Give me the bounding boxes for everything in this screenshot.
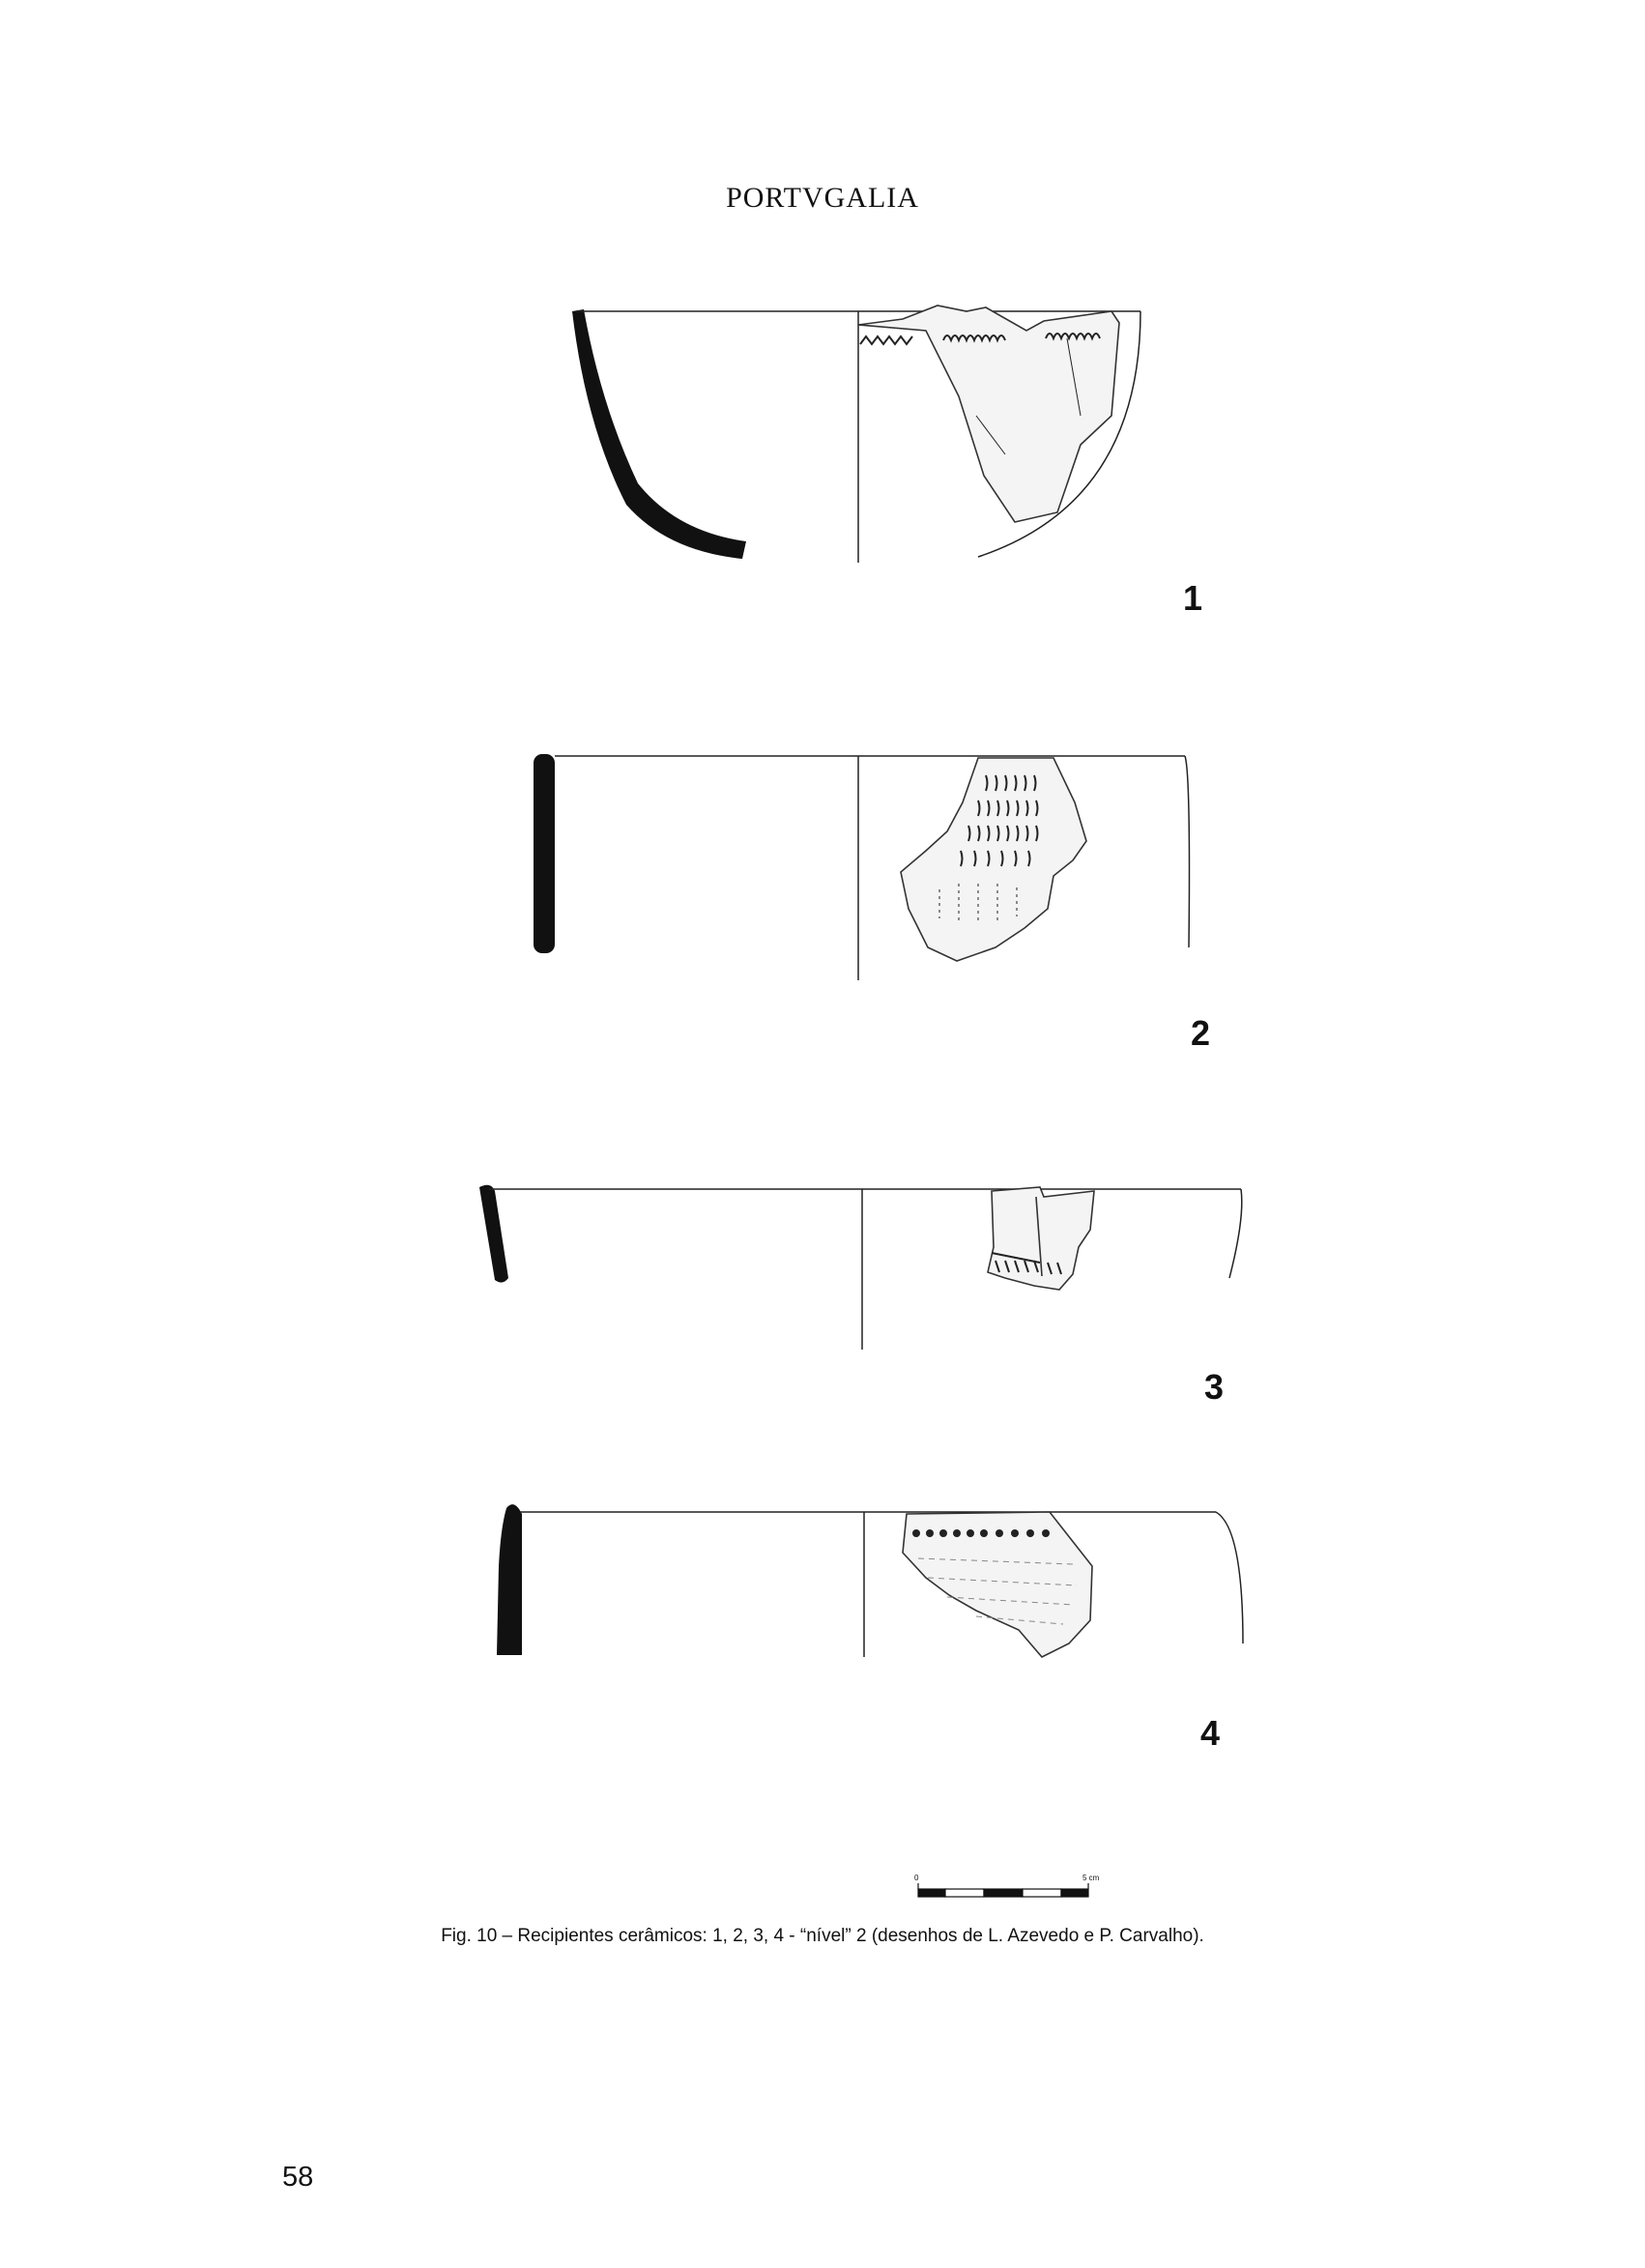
scale-bar-end-label: 5 cm bbox=[1082, 1874, 1100, 1882]
figure-number-2: 2 bbox=[1191, 1013, 1211, 1053]
journal-title: PORTVGALIA bbox=[726, 182, 919, 214]
figure-number-1: 1 bbox=[1183, 578, 1203, 618]
figure-caption: Fig. 10 – Recipientes cerâmicos: 1, 2, 3, 4 - “nível” 2 (desenhos de L. Azevedo e P. Carvalho). bbox=[441, 1926, 1204, 1946]
figure-number-4: 4 bbox=[1200, 1713, 1221, 1753]
page-number: 58 bbox=[282, 2162, 314, 2193]
scale-bar-start-label: 0 bbox=[914, 1874, 919, 1882]
figure-number-3: 3 bbox=[1204, 1367, 1225, 1407]
